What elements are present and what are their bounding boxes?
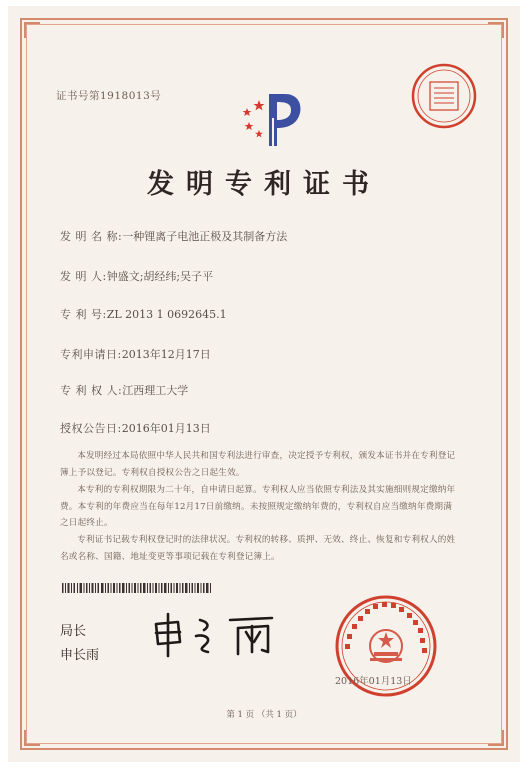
field-label: 专 利 权 人:	[60, 384, 123, 397]
field-inventors	[60, 268, 213, 284]
certificate-number: 证书号第1918013号	[56, 90, 162, 102]
field-label: 专利申请日:	[60, 348, 122, 361]
field-patentee	[60, 382, 188, 398]
seal-date: 2016年01月13日	[335, 676, 412, 687]
handwritten-signature-icon	[150, 612, 280, 658]
field-label: 发 明 名 称:	[60, 230, 123, 243]
field-label: 授权公告日:	[60, 422, 122, 435]
corner-ornament	[24, 22, 40, 38]
body-paragraph: 本发明经过本局依照中华人民共和国专利法进行审查，决定授予专利权，颁发本证书并在专利登记簿上予以登记。专利权自授权公告之日起生效。	[60, 451, 456, 478]
field-invention-name	[60, 228, 287, 244]
patent-office-logo-icon	[229, 88, 309, 152]
field-patent-number	[60, 306, 227, 322]
page-number: 第 1 页 （共 1 页）	[226, 710, 302, 720]
field-value: 一种锂离子电池正极及其制备方法	[122, 230, 288, 243]
corner-ornament	[24, 730, 40, 746]
certificate-paper	[8, 6, 520, 762]
field-value: 2016年01月13日	[121, 422, 211, 435]
signer-name: 申长雨	[60, 648, 100, 663]
body-paragraph: 专利证书记载专利权登记时的法律状况。专利权的转移、质押、无效、终止、恢复和专利权人的姓名或名称、国籍、地址变更等事项记载在专利登记簿上。	[60, 535, 456, 562]
body-paragraph: 本专利的专利权期限为二十年，自申请日起算。专利权人应当依照专利法及其实施细则规定缴纳年费。本专利的年费应当在每年12月17日前缴纳。未按照规定缴纳年费的，专利权自应当缴纳年费期满之日起终止。	[60, 485, 456, 528]
barcode-icon	[62, 583, 212, 593]
field-value: 钟盛文;胡经纬;吴子平	[106, 270, 214, 283]
field-value: ZL 2013 1 0692645.1	[106, 308, 227, 321]
corner-ornament	[488, 730, 504, 746]
field-value: 2013年12月17日	[121, 348, 211, 361]
corner-ornament	[488, 22, 504, 38]
field-application-date	[60, 346, 211, 362]
signer-role: 局长	[60, 624, 87, 639]
field-grant-date	[60, 420, 211, 436]
field-value: 江西理工大学	[122, 384, 189, 397]
certificate-title: 发明专利证书	[147, 169, 381, 200]
seal-stamp-icon	[410, 62, 478, 130]
field-label: 专 利 号:	[60, 308, 107, 321]
field-label: 发 明 人:	[60, 270, 107, 283]
